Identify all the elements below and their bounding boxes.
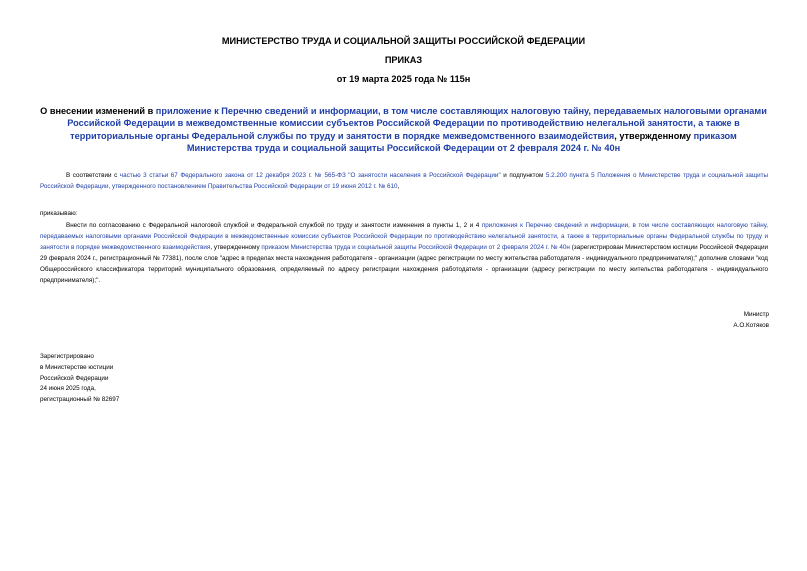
preamble-link-law[interactable]: частью 3 статьи 67 Федерального закона от 12 декабря 2023 г. № 565-ФЗ "О занятости населения в Российской Федерации" xyxy=(119,172,501,179)
document-heading xyxy=(40,105,767,154)
registration-line: Зарегистрировано xyxy=(40,353,94,360)
heading-link-order[interactable]: приказом Министерства труда и социальной защиты Российской Федерации от 2 февраля 2024 г. № 40н xyxy=(186,130,737,153)
preamble-text-2: и подпунктом xyxy=(500,172,546,179)
registration-line: в Министерстве юстиции xyxy=(40,363,114,371)
body-link-appendix[interactable]: приложения к Перечню сведений и информации, в том числе составляющих налоговую тайну, передаваемых налоговыми органами Российской Федерации в межведомственные комиссии субъектов Российской Федерации по противодействию нелегальной занятости, а также в территориальные органы Федеральной службы по труду и занятости в порядке межведомственного взаимодействия xyxy=(40,222,768,251)
signature-name: А.О.Котяков xyxy=(733,321,769,329)
preamble-link-regulation[interactable]: 5.2.200 пункта 5 Положения о Министерстве труда и социальной защиты Российской Федерации, утвержденного постановлением Правительства Российской Федерации от 19 июня 2012 г. № 610 xyxy=(40,172,769,190)
registration-line: Российской Федерации xyxy=(40,374,109,382)
signature-position: Министр xyxy=(743,311,769,318)
registration-line: регистрационный № 82697 xyxy=(40,396,120,404)
body-text-2: , утвержденному xyxy=(210,244,262,251)
body-link-order[interactable]: приказом Министерства труда и социальной защиты Российской Федерации от 2 февраля 2024 г. № 40н xyxy=(261,244,570,251)
heading-text-1: О внесении изменений в xyxy=(40,106,156,116)
body-text-1: Внести по согласованию с Федеральной налоговой службой и Федеральной службой по труду и занятости изменения в пункты 1, 2 и 4 xyxy=(66,222,482,229)
signature-block xyxy=(733,310,769,332)
heading-link-appendix[interactable]: приложение к Перечню сведений и информации, в том числе составляющих налоговую тайну, передаваемых налоговыми органами Российской Федерации в межведомственные комиссии субъектов Российской Федерации по противодействию нелегальной занятости, а также в территориальные органы Федеральной службы по труду и занятости в порядке межведомственного взаимодействия xyxy=(67,106,767,141)
body-paragraph xyxy=(40,220,768,286)
preamble-text-1: В соответствии с xyxy=(66,172,120,179)
document-type: ПРИКАЗ xyxy=(384,55,423,65)
order-word: приказываю: xyxy=(40,210,78,217)
ministry-title: МИНИСТЕРСТВО ТРУДА И СОЦИАЛЬНОЙ ЗАЩИТЫ РОССИЙСКОЙ ФЕДЕРАЦИИ xyxy=(221,36,586,46)
preamble-paragraph xyxy=(40,170,768,192)
heading-text-2: , утвержденному xyxy=(614,130,694,141)
document-date-number: от 19 марта 2025 года № 115н xyxy=(336,74,471,84)
registration-block xyxy=(40,352,119,406)
preamble-text-3: , xyxy=(397,183,400,190)
body-text-3: (зарегистрирован Министерством юстиции Российской Федерации 29 февраля 2024 г., регистрационный № 77381), после слов "адрес в пределах места нахождения работодателя - организации (адрес регистрации по месту жительства работодателя - индивидуального предпринимателя);" дополнив словами "код Общероссийского классификатора территорий муниципального образования, определяемый по адресу регистрации нахождения работодателя - организации (адресу регистрации по месту жительства работодателя - индивидуального предпринимателя);". xyxy=(40,244,769,284)
registration-line: 24 июня 2025 года, xyxy=(40,385,96,393)
